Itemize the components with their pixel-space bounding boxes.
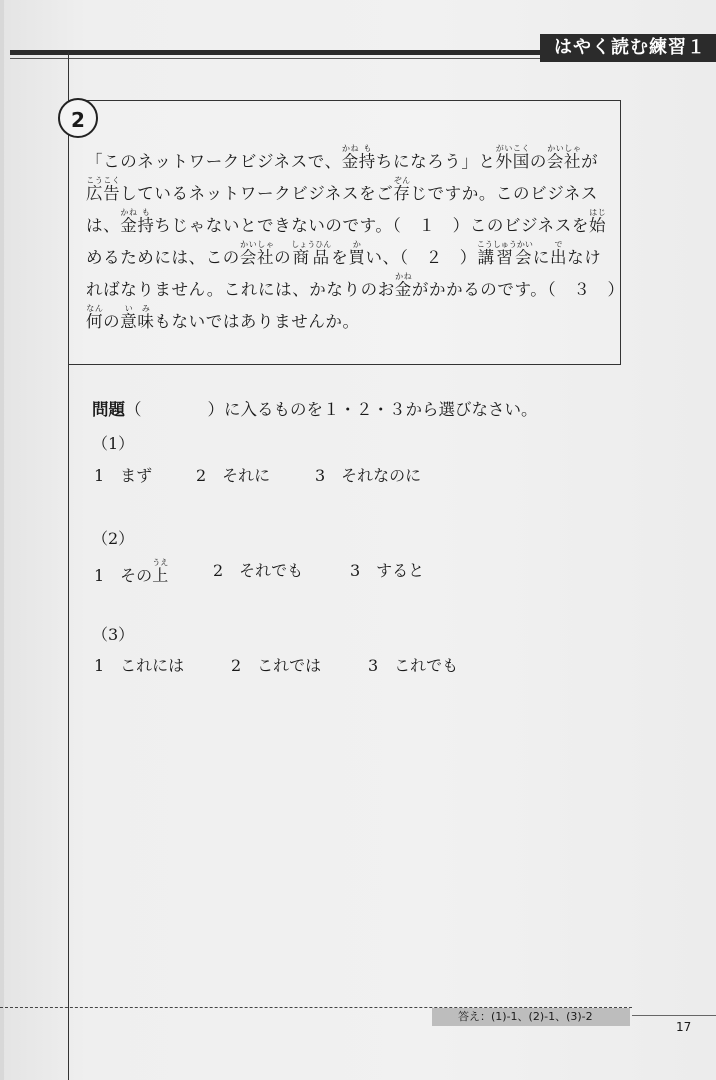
kanji-base: 会社: [546, 152, 582, 171]
passage-line: [86, 172, 610, 204]
kanji-base: 商品: [291, 248, 332, 267]
furigana-word: [395, 272, 412, 300]
furigana-reading: こうこく: [86, 176, 121, 185]
furigana-reading: かね: [341, 144, 359, 153]
passage-text: 「このネットワークビジネスで、: [86, 152, 342, 171]
passage-text: の: [274, 248, 292, 267]
question-prompt: [92, 396, 538, 420]
furigana-word: [86, 304, 103, 332]
passage-text: ちじゃないとできないのです。（ １ ）このビジネスを: [154, 216, 589, 235]
furigana-reading: かいしゃ: [239, 240, 275, 249]
section-title: はやく読む練習１: [540, 34, 716, 62]
furigana-word: [342, 144, 359, 172]
furigana-reading: かね: [394, 272, 412, 281]
furigana-reading: いみ: [120, 304, 155, 313]
option[interactable]: 3 すると: [350, 561, 425, 580]
kanji-base: 金: [120, 216, 138, 235]
kanji-base: 金: [394, 280, 412, 299]
furigana-word: [496, 144, 530, 172]
passage-text: なけ: [567, 248, 602, 267]
page-spine: [0, 0, 4, 1080]
furigana-reading: ぞん: [393, 176, 411, 185]
reading-passage: [86, 140, 625, 332]
furigana-word: [393, 176, 410, 204]
ruby-reading: うえ: [152, 558, 169, 567]
kanji-base: 講習会: [476, 248, 533, 267]
furigana-reading: も: [137, 208, 155, 217]
kanji-base: 始: [588, 216, 607, 235]
furigana-word: [589, 208, 606, 236]
answer-key: 答え：(1)-1、(2)-1、(3)-2: [432, 1008, 630, 1026]
item-label: （3）: [92, 625, 135, 644]
furigana-reading: こうしゅうかい: [476, 240, 533, 249]
option[interactable]: 2 それでも: [213, 561, 304, 580]
passage-text: がかかるのです。（ ３ ）: [411, 280, 625, 299]
option[interactable]: 2 それに: [196, 466, 271, 485]
kanji-base: 広告: [86, 184, 121, 203]
passage-line: [86, 140, 610, 172]
kanji-base: 持: [137, 216, 155, 235]
furigana-word: [550, 240, 567, 268]
kanji-base: 外国: [495, 152, 530, 171]
passage-text: もないではありませんか。: [154, 312, 360, 331]
option[interactable]: 1 まず: [94, 466, 153, 485]
furigana-reading: なん: [86, 304, 104, 313]
furigana-word: [137, 208, 154, 236]
furigana-reading: がいこく: [495, 144, 530, 153]
furigana-reading: で: [550, 240, 568, 249]
passage-text: じですか。このビジネス: [410, 184, 599, 203]
furigana-word: [348, 240, 365, 268]
option[interactable]: 2 これでは: [231, 656, 322, 675]
furigana-word: [547, 144, 581, 172]
option[interactable]: 3 これでも: [368, 656, 459, 675]
passage-text: ちになろう」と: [375, 152, 496, 171]
header-rule: [10, 50, 550, 55]
passage-text: に: [532, 248, 550, 267]
passage-text: しているネットワークビジネスをご: [120, 184, 394, 203]
furigana-reading: か: [348, 240, 366, 249]
furigana-word: [359, 144, 376, 172]
kanji-base: 出: [550, 248, 568, 267]
furigana-word: [477, 240, 533, 268]
kanji-base: 持: [358, 152, 376, 171]
passage-text: を: [331, 248, 349, 267]
passage-line: [86, 204, 610, 236]
passage-text: い、（ ２ ）: [365, 248, 477, 267]
question-label: 問題: [92, 400, 125, 419]
passage-text: の: [103, 312, 121, 331]
kanji-base: 会社: [239, 248, 275, 267]
furigana-word: [86, 176, 120, 204]
furigana-word: [291, 240, 331, 268]
passage-text: めるためには、この: [86, 248, 240, 267]
furigana-reading: かいしゃ: [546, 144, 582, 153]
furigana-word: [240, 240, 274, 268]
option[interactable]: 1 これには: [94, 656, 185, 675]
question-text: （ ）に入るものを１・２・３から選びなさい。: [125, 400, 538, 419]
passage-line: [86, 268, 625, 300]
page-number: 17: [676, 1020, 692, 1034]
furigana-reading: しょうひん: [291, 240, 332, 249]
footer-rule: [632, 1015, 716, 1016]
passage-text: ればなりません。これには、かなりのお: [86, 280, 395, 299]
passage-line: [86, 236, 610, 268]
kanji-base: 存: [393, 184, 411, 203]
passage-line: [86, 300, 610, 332]
furigana-word: [120, 208, 137, 236]
furigana-reading: はじ: [588, 208, 607, 217]
passage-text: の: [529, 152, 547, 171]
kanji-base: 買: [348, 248, 366, 267]
kanji-base: 金: [341, 152, 359, 171]
exercise-number: 2: [58, 98, 98, 138]
option[interactable]: 3 それなのに: [315, 466, 422, 485]
passage-text: は、: [86, 216, 121, 235]
furigana-reading: も: [358, 144, 376, 153]
item-label: （2）: [92, 529, 135, 548]
furigana-reading: かね: [120, 208, 138, 217]
option[interactable]: 1 その上うえ: [94, 558, 169, 585]
furigana-word: [120, 304, 154, 332]
kanji-base: 何: [86, 312, 104, 331]
item-label: （1）: [92, 434, 135, 453]
header-rule-thin: [10, 58, 540, 59]
passage-text: が: [581, 152, 599, 171]
kanji-base: 意味: [120, 312, 155, 331]
